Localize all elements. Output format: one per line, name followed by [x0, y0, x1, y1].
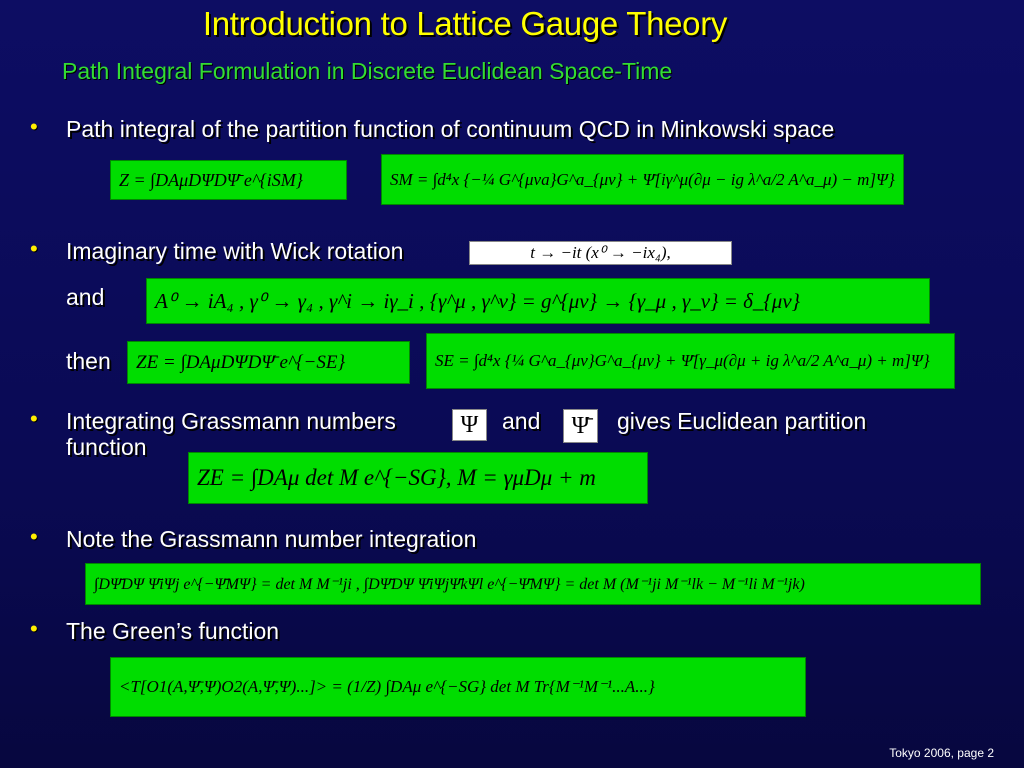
bullet-text-3-start: Integrating Grassmann numbers: [66, 408, 396, 434]
slide-subtitle: Path Integral Formulation in Discrete Euclidean Space-Time: [62, 58, 673, 84]
psibar-symbol: Ψ̄: [563, 409, 598, 443]
bullet-text-5: The Green’s function: [66, 618, 280, 644]
equation-z-minkowski: Z = ∫DAμDΨDΨ̄ e^{iSM}: [110, 160, 347, 200]
and-label: and: [66, 284, 105, 310]
equation-s-minkowski: SM = ∫d⁴x {−¼ G^{μνa}G^a_{μν} + Ψ̄[iγ^μ(∂μ − ig λ^a/2 A^a_μ) − m]Ψ}: [381, 154, 904, 205]
bullet-marker: •: [30, 236, 38, 261]
equation-partition-function: ZE = ∫DAμ det M e^{−SG}, M = γμDμ + m: [188, 452, 648, 504]
bullet-text-3-line2: function: [66, 434, 147, 460]
then-label: then: [66, 348, 111, 374]
equation-greens-function: <T[O1(A,Ψ̄,Ψ)O2(A,Ψ̄,Ψ)...]> = (1/Z) ∫DAμ e^{−SG} det M Tr{M⁻¹M⁻¹...A...}: [110, 657, 806, 717]
equation-s-euclidean: SE = ∫d⁴x {¼ G^a_{μν}G^a_{μν} + Ψ̄[γ_μ(∂μ + ig λ^a/2 A^a_μ) + m]Ψ}: [426, 333, 955, 389]
slide-title: Introduction to Lattice Gauge Theory: [202, 5, 728, 42]
bullet-text-3-and: and: [502, 408, 541, 434]
bullet-marker: •: [30, 114, 38, 139]
equation-wick-rotation: t → −it (x⁰ → −ix₄),: [469, 241, 732, 265]
bullet-marker: •: [30, 524, 38, 549]
slide-footer: Tokyo 2006, page 2: [889, 746, 994, 760]
equation-substitution: A⁰ → iA₄ , γ⁰ → γ₄ , γ^i → iγ_i , {γ^μ , γ^ν} = g^{μν} → {γ_μ , γ_ν} = δ_{μν}: [146, 278, 930, 324]
equation-z-euclidean: ZE = ∫DAμDΨDΨ̄ e^{−SE}: [127, 341, 410, 384]
equation-grassmann-integration: ∫DΨ̄DΨ Ψ̄iΨj e^{−Ψ̄MΨ} = det M M⁻¹ji , ∫DΨ̄DΨ Ψ̄iΨjΨ̄kΨl e^{−Ψ̄MΨ} = det M (M⁻¹ji M⁻¹lk − M⁻¹li M⁻¹jk): [85, 563, 981, 605]
psi-symbol: Ψ: [452, 409, 487, 441]
bullet-text-1: Path integral of the partition function of continuum QCD in Minkowski space: [66, 116, 835, 142]
bullet-text-4: Note the Grassmann number integration: [66, 526, 477, 552]
bullet-marker: •: [30, 406, 38, 431]
bullet-text-3-rest: gives Euclidean partition: [617, 408, 867, 434]
bullet-text-2: Imaginary time with Wick rotation: [66, 238, 404, 264]
bullet-marker: •: [30, 616, 38, 641]
